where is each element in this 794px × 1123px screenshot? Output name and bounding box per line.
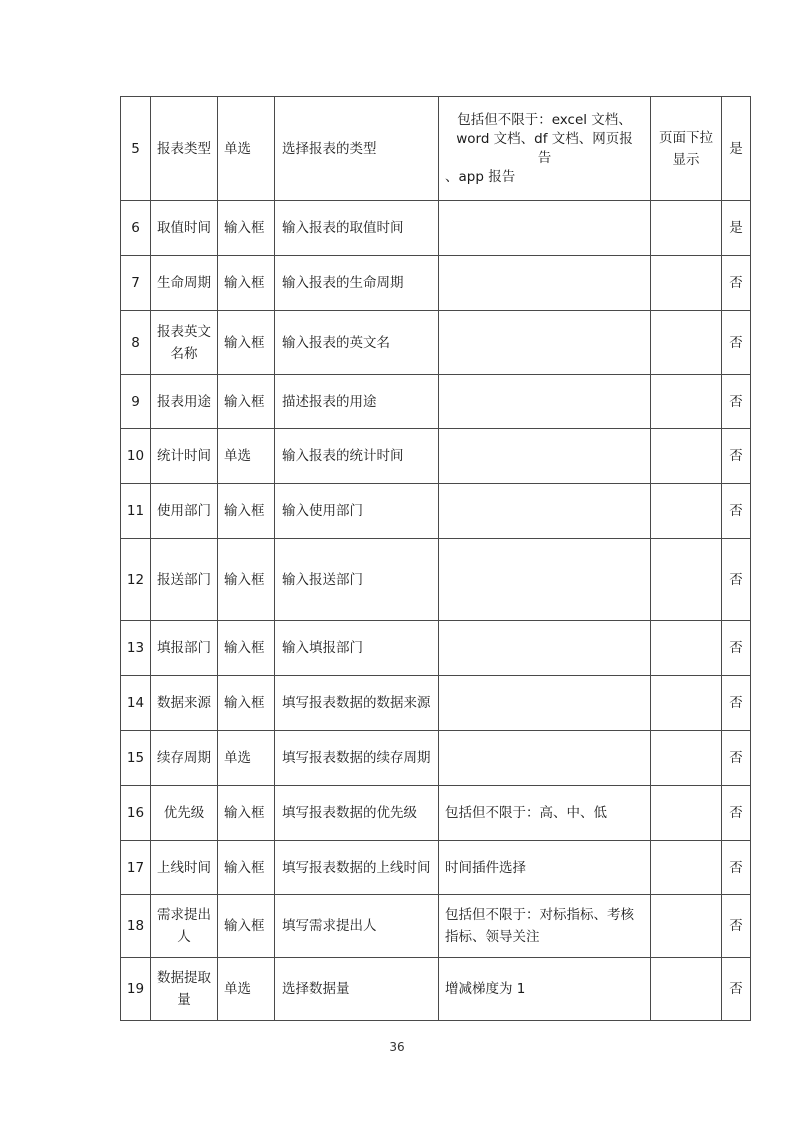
field-desc-cell: 输入报表的英文名 [275,311,439,375]
field-display-cell [651,895,722,958]
field-display-cell [651,256,722,311]
field-note-cell [439,429,651,484]
row-number-cell: 19 [121,958,151,1021]
field-note-cell: 包括但不限于：高、中、低 [439,786,651,841]
field-required-cell: 否 [722,256,751,311]
field-desc-cell: 输入填报部门 [275,621,439,676]
table-row [121,201,751,256]
field-desc-cell: 填写报表数据的上线时间 [275,841,439,895]
field-required-cell: 否 [722,731,751,786]
field-name-cell: 统计时间 [151,429,218,484]
field-type-cell: 单选 [218,958,275,1021]
field-note-cell [439,731,651,786]
field-display-cell [651,841,722,895]
note-line: 告 [537,149,552,166]
field-display-cell [651,484,722,539]
table-row [121,429,751,484]
row-number-cell: 15 [121,731,151,786]
row-number-cell: 14 [121,676,151,731]
field-display-cell [651,621,722,676]
field-type-cell: 输入框 [218,676,275,731]
field-spec-table-body [121,97,751,1021]
field-type-cell: 输入框 [218,621,275,676]
field-note-cell [439,676,651,731]
field-note-cell [439,375,651,429]
note-line: word 文档、df 文档、网页报 [456,130,633,147]
field-name-cell: 报送部门 [151,539,218,621]
table-row [121,731,751,786]
field-display-cell [651,731,722,786]
field-required-cell: 否 [722,375,751,429]
field-required-cell: 否 [722,676,751,731]
row-number-cell: 5 [121,97,151,201]
field-type-cell: 输入框 [218,539,275,621]
field-type-cell: 输入框 [218,311,275,375]
table-row [121,484,751,539]
field-name-cell: 生命周期 [151,256,218,311]
row-number-cell: 16 [121,786,151,841]
field-name-cell: 取值时间 [151,201,218,256]
field-type-cell: 输入框 [218,841,275,895]
row-number-cell: 11 [121,484,151,539]
field-desc-cell: 描述报表的用途 [275,375,439,429]
field-desc-cell: 选择数据量 [275,958,439,1021]
table-row [121,895,751,958]
field-display-cell [651,676,722,731]
field-note-cell: 时间插件选择 [439,841,651,895]
field-desc-cell: 填写报表数据的数据来源 [275,676,439,731]
field-required-cell: 否 [722,429,751,484]
field-desc-cell: 输入报表的生命周期 [275,256,439,311]
row-number-cell: 8 [121,311,151,375]
field-required-cell: 否 [722,895,751,958]
table-row [121,539,751,621]
field-type-cell: 输入框 [218,375,275,429]
field-desc-cell: 输入使用部门 [275,484,439,539]
field-name-cell: 优先级 [151,786,218,841]
table-row [121,97,751,201]
field-desc-cell: 输入报表的取值时间 [275,201,439,256]
field-type-cell: 单选 [218,97,275,201]
note-line: 、app 报告 [445,168,516,185]
field-type-cell: 输入框 [218,484,275,539]
field-name-cell: 使用部门 [151,484,218,539]
field-note-cell [439,539,651,621]
row-number-cell: 7 [121,256,151,311]
row-number-cell: 17 [121,841,151,895]
field-type-cell: 输入框 [218,895,275,958]
field-display-cell [651,429,722,484]
field-display-cell [651,786,722,841]
field-name-cell: 续存周期 [151,731,218,786]
field-type-cell: 输入框 [218,786,275,841]
note-line: 包括但不限于：excel 文档、 [457,111,632,128]
field-name-cell: 填报部门 [151,621,218,676]
field-required-cell: 否 [722,484,751,539]
field-desc-cell: 输入报表的统计时间 [275,429,439,484]
field-spec-table [120,96,751,1021]
table-row [121,841,751,895]
row-number-cell: 10 [121,429,151,484]
field-note-cell: 包括但不限于：对标指标、考核指标、领导关注 [439,895,651,958]
field-desc-cell: 填写报表数据的续存周期 [275,731,439,786]
field-desc-cell: 填写报表数据的优先级 [275,786,439,841]
field-desc-cell: 选择报表的类型 [275,97,439,201]
field-name-cell: 需求提出人 [151,895,218,958]
table-row [121,256,751,311]
field-note-cell [439,201,651,256]
table-row [121,375,751,429]
table-row [121,311,751,375]
field-display-cell [651,201,722,256]
table-row [121,676,751,731]
field-required-cell: 否 [722,621,751,676]
field-desc-cell: 输入报送部门 [275,539,439,621]
field-note-cell [439,311,651,375]
page-number: 36 [389,1040,405,1054]
field-type-cell: 单选 [218,731,275,786]
field-name-cell: 报表类型 [151,97,218,201]
table-row [121,786,751,841]
field-required-cell: 是 [722,97,751,201]
field-name-cell: 上线时间 [151,841,218,895]
row-number-cell: 6 [121,201,151,256]
field-required-cell: 是 [722,201,751,256]
field-type-cell: 单选 [218,429,275,484]
row-number-cell: 18 [121,895,151,958]
field-required-cell: 否 [722,311,751,375]
field-required-cell: 否 [722,841,751,895]
field-display-cell [651,375,722,429]
field-note-cell [439,256,651,311]
field-required-cell: 否 [722,786,751,841]
table-row [121,621,751,676]
field-display-cell [651,311,722,375]
field-name-cell: 报表英文名称 [151,311,218,375]
field-name-cell: 报表用途 [151,375,218,429]
field-type-cell: 输入框 [218,201,275,256]
table-row [121,958,751,1021]
field-display-cell: 页面下拉显示 [651,97,722,201]
field-required-cell: 否 [722,958,751,1021]
row-number-cell: 9 [121,375,151,429]
row-number-cell: 12 [121,539,151,621]
field-note-cell: 增减梯度为 1 [439,958,651,1021]
field-required-cell: 否 [722,539,751,621]
row-number-cell: 13 [121,621,151,676]
field-type-cell: 输入框 [218,256,275,311]
field-note-cell [439,621,651,676]
field-name-cell: 数据提取量 [151,958,218,1021]
field-note-cell [439,97,651,201]
field-desc-cell: 填写需求提出人 [275,895,439,958]
field-name-cell: 数据来源 [151,676,218,731]
field-note-cell [439,484,651,539]
field-display-cell [651,958,722,1021]
field-display-cell [651,539,722,621]
